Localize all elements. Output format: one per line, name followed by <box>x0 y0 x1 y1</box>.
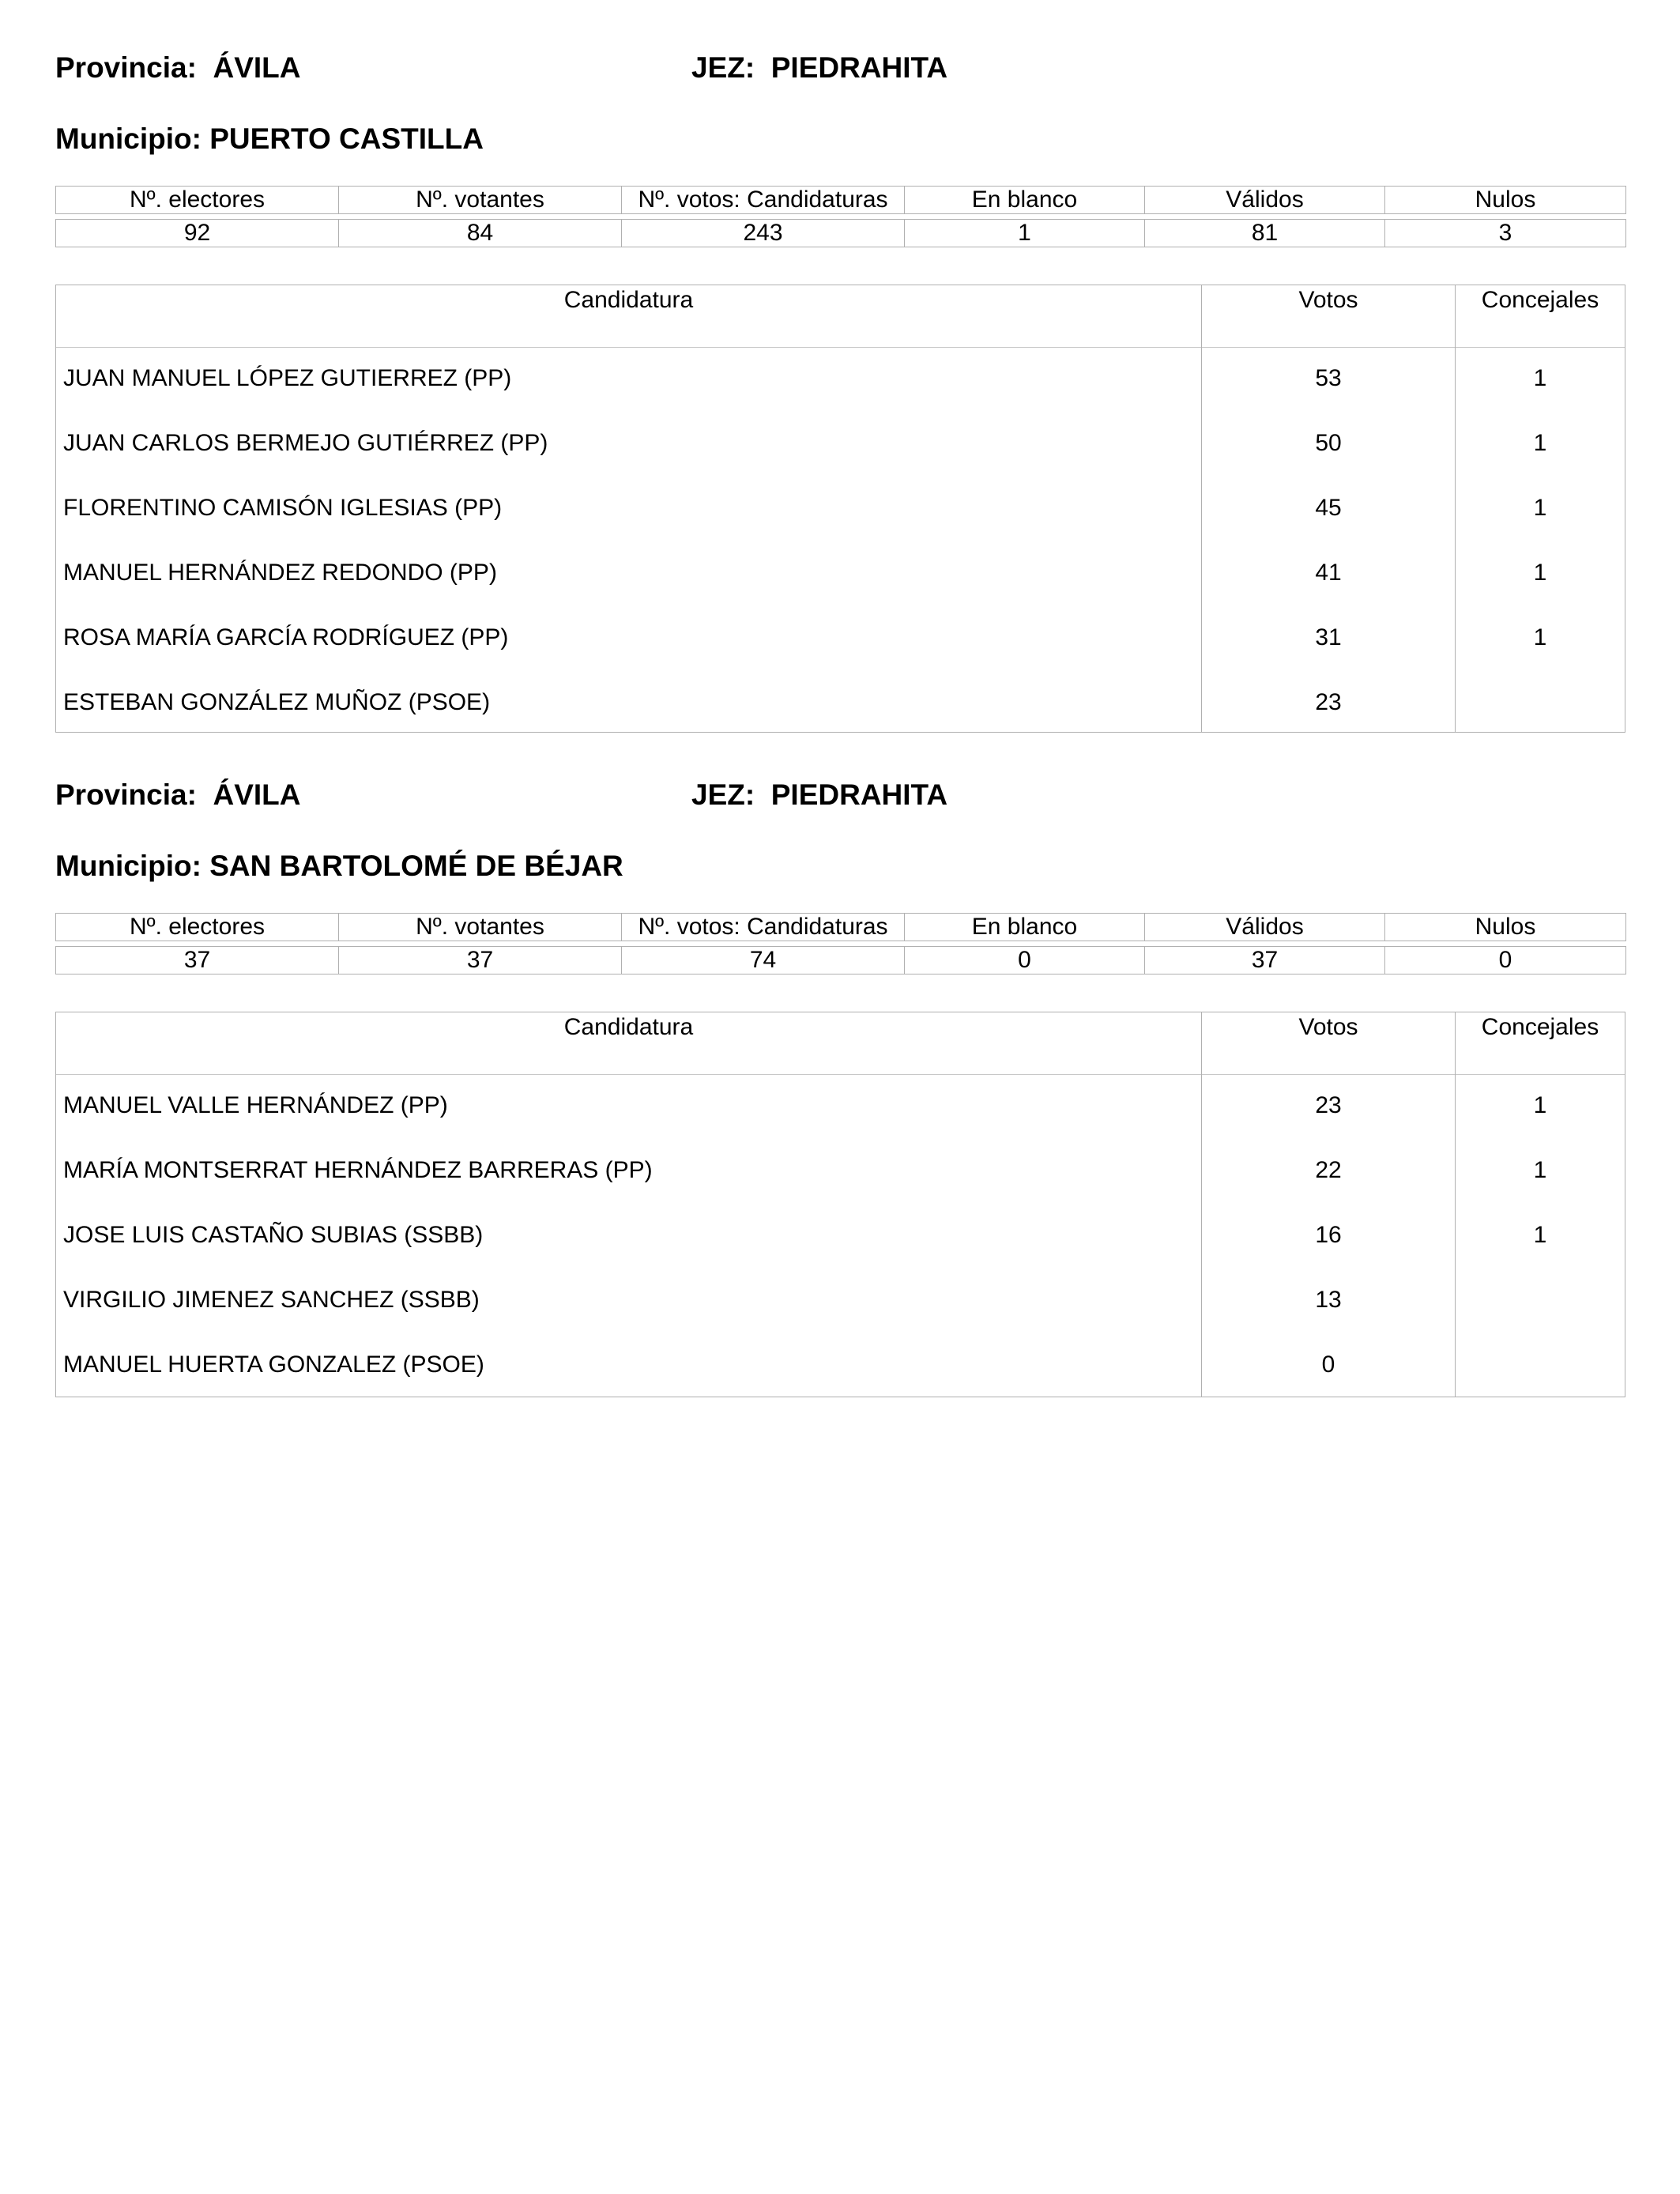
candidate-row <box>56 673 1625 738</box>
municipio-heading <box>55 851 623 880</box>
candidate-votes: 53 <box>1315 365 1342 391</box>
summary-value-cell: 74 <box>622 947 905 974</box>
summary-value-row <box>56 947 1626 974</box>
summary-value-cell: 37 <box>1145 947 1385 974</box>
candidate-name: JOSE LUIS CASTAÑO SUBIAS (SSBB) <box>63 1222 484 1248</box>
summary-spacer <box>56 214 1626 220</box>
jez-label: JEZ: <box>691 51 755 84</box>
summary-header-cell: Válidos <box>1145 187 1385 214</box>
summary-table <box>55 186 1626 247</box>
summary-spacer <box>56 941 1626 947</box>
candidate-row <box>56 414 1625 479</box>
provincia-heading <box>55 53 300 82</box>
summary-header-cell: Nº. votantes <box>339 914 622 941</box>
candidates-header-row <box>56 285 1625 348</box>
candidate-row <box>56 349 1625 414</box>
provincia-label: Provincia: <box>55 778 197 811</box>
candidate-concejales: 1 <box>1533 365 1547 391</box>
municipio-value: SAN BARTOLOMÉ DE BÉJAR <box>209 850 623 882</box>
candidate-concejales: 1 <box>1533 495 1547 521</box>
concejales-header: Concejales <box>1481 287 1599 313</box>
summary-value-cell: 3 <box>1385 220 1626 247</box>
summary-value-cell: 37 <box>339 947 622 974</box>
jez-value: PIEDRAHITA <box>770 778 948 811</box>
summary-value-cell: 37 <box>56 947 339 974</box>
candidate-name: MANUEL HERNÁNDEZ REDONDO (PP) <box>63 560 497 586</box>
candidate-votes: 0 <box>1321 1351 1335 1378</box>
candidates-body <box>56 348 1625 732</box>
votos-header: Votos <box>1202 1012 1456 1076</box>
candidate-row <box>56 479 1625 544</box>
concejales-header: Concejales <box>1481 1014 1599 1040</box>
jez-heading <box>691 53 947 82</box>
summary-header-cell: En blanco <box>905 187 1145 214</box>
candidate-name: VIRGILIO JIMENEZ SANCHEZ (SSBB) <box>63 1287 480 1313</box>
candidate-votes: 45 <box>1315 495 1342 521</box>
summary-header-cell: Nº. votantes <box>339 187 622 214</box>
candidate-name: MANUEL HUERTA GONZALEZ (PSOE) <box>63 1351 484 1378</box>
candidate-row <box>56 544 1625 609</box>
candidate-row <box>56 1336 1625 1400</box>
summary-value-cell: 0 <box>905 947 1145 974</box>
candidate-votes: 23 <box>1315 689 1342 715</box>
jez-label: JEZ: <box>691 778 755 811</box>
summary-header-cell: Nulos <box>1385 914 1626 941</box>
candidatura-header: Candidatura <box>56 285 1202 349</box>
summary-value-cell: 84 <box>339 220 622 247</box>
candidate-concejales: 1 <box>1533 1222 1547 1248</box>
candidate-concejales: 1 <box>1533 624 1547 650</box>
jez-heading <box>691 780 947 809</box>
candidate-name: ESTEBAN GONZÁLEZ MUÑOZ (PSOE) <box>63 689 491 715</box>
candidate-name: JUAN CARLOS BERMEJO GUTIÉRREZ (PP) <box>63 430 548 456</box>
summary-value-cell: 1 <box>905 220 1145 247</box>
summary-value-cell: 243 <box>622 220 905 247</box>
summary-value-cell: 92 <box>56 220 339 247</box>
candidates-body <box>56 1075 1625 1397</box>
candidate-votes: 22 <box>1315 1157 1342 1183</box>
candidate-row <box>56 1076 1625 1141</box>
candidates-header-row <box>56 1012 1625 1075</box>
candidate-name: FLORENTINO CAMISÓN IGLESIAS (PP) <box>63 495 503 521</box>
summary-header-cell: Nº. votos: Candidaturas <box>622 187 905 214</box>
provincia-heading <box>55 780 300 809</box>
candidate-row <box>56 1141 1625 1206</box>
candidate-votes: 31 <box>1315 624 1342 650</box>
candidate-concejales: 1 <box>1533 430 1547 456</box>
summary-header-cell: Válidos <box>1145 914 1385 941</box>
candidate-concejales: 1 <box>1533 560 1547 586</box>
provincia-label: Provincia: <box>55 51 197 84</box>
candidatura-header: Candidatura <box>56 1012 1202 1076</box>
jez-value: PIEDRAHITA <box>770 51 948 84</box>
candidates-table <box>55 1012 1625 1397</box>
summary-table <box>55 913 1626 974</box>
provincia-value: ÁVILA <box>213 51 301 84</box>
summary-header-cell: Nº. electores <box>56 914 339 941</box>
candidate-row <box>56 1206 1625 1271</box>
candidate-votes: 13 <box>1315 1287 1342 1313</box>
summary-value-cell: 81 <box>1145 220 1385 247</box>
provincia-value: ÁVILA <box>213 778 301 811</box>
summary-header-row <box>56 187 1626 214</box>
municipio-heading <box>55 124 484 153</box>
municipio-value: PUERTO CASTILLA <box>209 123 484 155</box>
candidate-name: MARÍA MONTSERRAT HERNÁNDEZ BARRERAS (PP) <box>63 1157 653 1183</box>
municipio-label: Municipio: <box>55 123 202 155</box>
candidate-votes: 23 <box>1315 1092 1342 1118</box>
summary-header-row <box>56 914 1626 941</box>
summary-value-cell: 0 <box>1385 947 1626 974</box>
candidates-table <box>55 285 1625 733</box>
candidate-name: ROSA MARÍA GARCÍA RODRÍGUEZ (PP) <box>63 624 509 650</box>
candidate-row <box>56 609 1625 673</box>
municipio-label: Municipio: <box>55 850 202 882</box>
candidate-votes: 16 <box>1315 1222 1342 1248</box>
candidate-name: MANUEL VALLE HERNÁNDEZ (PP) <box>63 1092 448 1118</box>
votos-header: Votos <box>1202 285 1456 349</box>
summary-header-cell: Nº. electores <box>56 187 339 214</box>
candidate-name: JUAN MANUEL LÓPEZ GUTIERREZ (PP) <box>63 365 512 391</box>
candidate-votes: 41 <box>1315 560 1342 586</box>
candidate-votes: 50 <box>1315 430 1342 456</box>
candidate-concejales: 1 <box>1533 1157 1547 1183</box>
summary-header-cell: En blanco <box>905 914 1145 941</box>
summary-header-cell: Nº. votos: Candidaturas <box>622 914 905 941</box>
candidate-row <box>56 1271 1625 1336</box>
candidate-concejales: 1 <box>1533 1092 1547 1118</box>
summary-value-row <box>56 220 1626 247</box>
summary-header-cell: Nulos <box>1385 187 1626 214</box>
